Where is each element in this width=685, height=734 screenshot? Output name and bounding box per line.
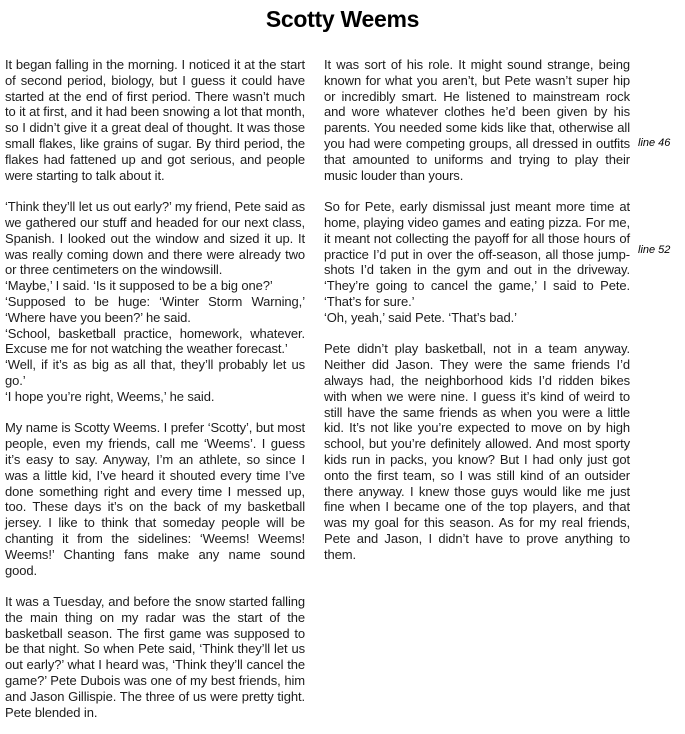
paragraph: It was a Tuesday, and before the snow started falling the main thing on my radar was the start of the basketball season. The first game was supposed to be that night. So when Pete said, ‘Think they’ll let us out early?’ what I heard was, ‘Think they’ll cancel the game?’ Pete Dubois was one of my best friends, him and Jason Gillispie. The three of us were pretty tight. Pete blended in.	[5, 594, 305, 720]
column-right	[324, 57, 630, 720]
paragraph: It began falling in the morning. I noticed it at the start of second period, biology, but I guess it could have started at the end of first period. There wasn’t much to it at first, and it had been snowing a lot that month, so I didn’t give it a great deal of thought. It was those small flakes, like grains of sugar. By third period, the flakes had fattened up and got serious, and people were starting to talk about it.	[5, 57, 305, 183]
margin-line-note: line 46	[638, 137, 671, 149]
paragraph: My name is Scotty Weems. I prefer ‘Scotty’, but most people, even my friends, call me ‘Weems’. I guess it’s easy to say. Anyway, I’m an athlete, so since I was a little kid, I’ve heard it shouted every time I’ve done something right and every time I messed up, too. These days it’s on the back of my basketball jersey. I like to think that someday people will be chanting it from the sidelines: ‘Weems! Weems! Weems!’ Chanting fans make any name sound good.	[5, 420, 305, 578]
paragraph: ‘Think they’ll let us out early?’ my friend, Pete said as we gathered our stuff and headed for our next class, Spanish. I looked out the window and sized it up. It was really coming down and there were already two or three centimeters on the windowsill. ‘Maybe,’ I said. ‘Is it supposed to be a big one?’ ‘Supposed to be huge: ‘Winter Storm Warning,’ ‘Where have you been?’ he said. ‘School, basketball practice, homework, whatever. Excuse me for not watching the weather forecast.’ ‘Well, if it’s as big as all that, they’ll probably let us go.’ ‘I hope you’re right, Weems,’ he said.	[5, 199, 305, 404]
paragraph: So for Pete, early dismissal just meant more time at home, playing video games and eating pizza. For me, it meant not collecting the payoff for all those hours of practice I’d put in over the off-season, all those jump-shots I’d taken in the gym and out in the driveway. ‘They’re going to cancel the game,’ I said to Pete. ‘That’s for sure.’ ‘Oh, yeah,’ said Pete. ‘That’s bad.’	[324, 199, 630, 325]
paragraph: It was sort of his role. It might sound strange, being known for what you aren’t, but Pete wasn’t super hip or incredibly smart. He listened to mainstream rock and wore whatever clothes he’d been given by his parents. You needed some kids like that, otherwise all you had were competing groups, all dressed in outfits that amounted to uniforms and trying to play their music louder than yours.	[324, 57, 630, 183]
text-columns	[5, 57, 630, 720]
paragraph: Pete didn’t play basketball, not in a team anyway. Neither did Jason. They were the same friends I’d always had, the neighborhood kids I’d ridden bikes with when we were nine. I guess it’s kind of weird to still have the same friends as when you were a little kid. It’s not like you’re expected to move on by high school, but you’re definitely allowed. And most sporty kids run in packs, you know? But I had only just got onto the first team, so I was still kind of an outsider there anyway. I knew those guys would like me just fine when I became one of the top players, and that was my goal for this season. As for my real friends, Pete and Jason, I didn’t have to prove anything to them.	[324, 341, 630, 562]
page-title: Scotty Weems	[265, 6, 420, 32]
margin-line-note: line 52	[638, 244, 671, 256]
column-left	[5, 57, 305, 720]
